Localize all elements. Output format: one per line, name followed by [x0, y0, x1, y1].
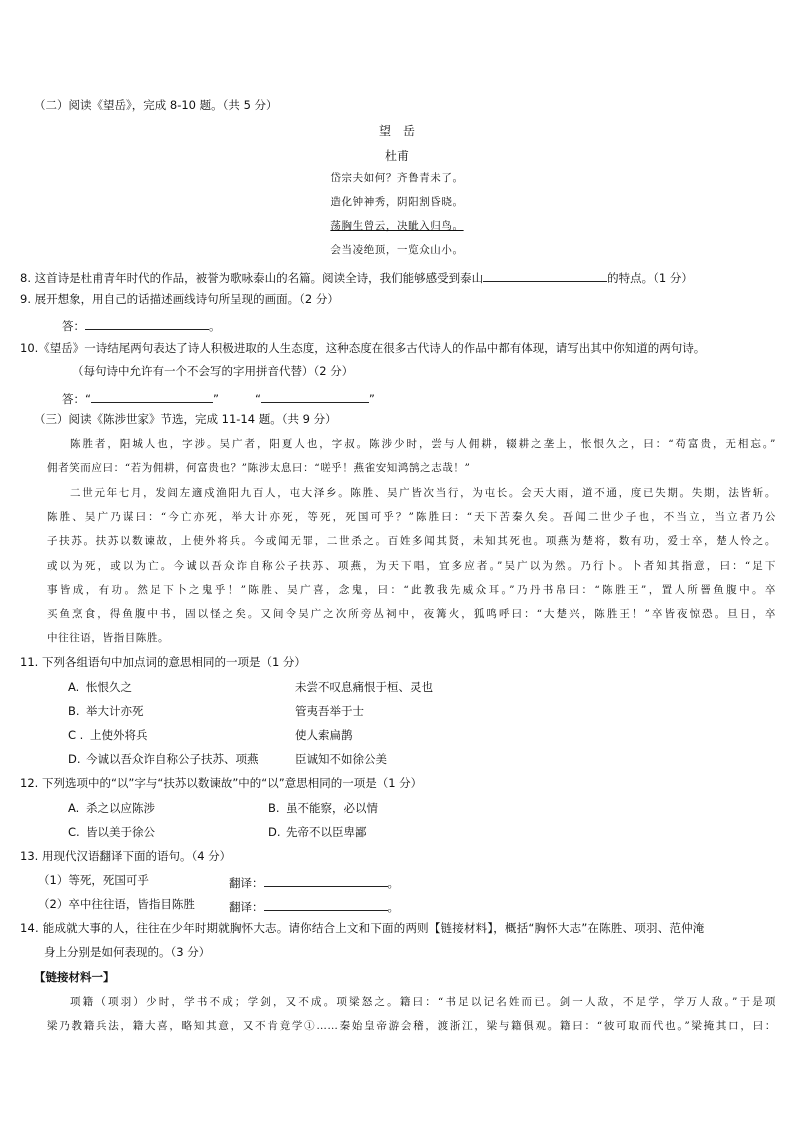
- q12-option-d-label: D.: [268, 825, 281, 839]
- passage-p2-line3: 子扶苏。扶苏以数谏故，上使外将兵。今或闻无罪，二世杀之。百姓多闻其贤，未知其死也。项燕为楚将，数有功，爱士卒，楚人怜之。: [47, 535, 776, 547]
- poem-line-1: 岱宗夫如何？齐鲁青未了。: [330, 172, 464, 184]
- q12-option-c-text: 皆以美于徐公: [86, 825, 155, 839]
- poem-line-3-underlined: 荡胸生曾云，决眦入归鸟。: [330, 220, 464, 232]
- question-12: 12. 下列选项中的“以”字与“扶苏以数谏故”中的“以”意思相同的一项是（1 分）: [20, 776, 423, 790]
- passage-p2-line1: 二世元年七月，发闾左適戍渔阳九百人，屯大泽乡。陈胜、吴广皆次当行，为屯长。会天大雨，道不通，度已失期。失期，法皆斩。: [70, 487, 776, 499]
- q11-option-b-left: 举大计亦死: [86, 704, 144, 718]
- section3-header: （三）阅读《陈涉世家》节选，完成 11-14 题。（共 9 分）: [34, 412, 337, 426]
- q13-item-1-label: （1）等死，死国可乎: [38, 873, 149, 887]
- link-material-1-line2: 梁乃教籍兵法，籍大喜，略知其意，又不肯竟学①……秦始皇帝游会稽，渡浙江，梁与籍俱观。籍曰：“彼可取而代也。”梁掩其口，曰：: [47, 1020, 776, 1032]
- q11-option-c-label: C .: [68, 728, 84, 742]
- q13-item-1-blank[interactable]: [264, 875, 388, 887]
- question-8: [20, 270, 693, 285]
- q12-option-a-text: 杀之以应陈涉: [86, 801, 155, 815]
- question-9-blank[interactable]: [85, 318, 209, 330]
- question-8-suffix: 的特点。（1 分）: [607, 271, 693, 285]
- q11-option-b-label: B.: [68, 704, 80, 718]
- translate-label: 翻译：: [229, 876, 264, 890]
- poem-line-2: 造化钟神秀，阴阳割昏晓。: [330, 196, 464, 208]
- poem-author: 杜甫: [384, 149, 409, 163]
- q13-item-2-blank[interactable]: [264, 899, 388, 911]
- poem-line-4: 会当凌绝顶，一览众山小。: [330, 244, 464, 256]
- q11-option-d-label: D.: [68, 752, 81, 766]
- q11-option-c-right: 使人索扁鹊: [295, 728, 353, 742]
- q11-option-a-right: 未尝不叹息痛恨于桓、灵也: [295, 680, 433, 694]
- question-14-line1: 14. 能成就大事的人，往往在少年时期就胸怀大志。请你结合上文和下面的两则【链接材料】，概括“胸怀大志”在陈胜、项羽、范仲淹: [20, 921, 705, 935]
- question-9-answer: [62, 318, 221, 333]
- passage-p2-line7: 中往往语，皆指目陈胜。: [47, 632, 170, 644]
- quote-open: “: [254, 392, 261, 406]
- section2-header: （二）阅读《望岳》，完成 8-10 题。（共 5 分）: [34, 98, 278, 112]
- question-14-line2: 身上分别是如何表现的。（3 分）: [44, 945, 211, 959]
- q12-option-b-label: B.: [268, 801, 280, 815]
- q12-option-c-label: C.: [68, 825, 80, 839]
- passage-p1-line1: 陈胜者，阳城人也，字涉。吴广者，阳夏人也，字叔。陈涉少时，尝与人佣耕，辍耕之垄上，怅恨久之，曰：“苟富贵，无相忘。”: [70, 438, 776, 450]
- answer-end: 。: [387, 876, 399, 890]
- question-10-blank-1[interactable]: [91, 391, 213, 403]
- quote-close: ”: [212, 392, 219, 406]
- question-13: 13. 用现代汉语翻译下面的语句。（4 分）: [20, 849, 232, 863]
- passage-p1-line2: 佣者笑而应曰：“若为佣耕，何富贵也？”陈涉太息曰：“嗟乎！燕雀安知鸿鹄之志哉！”: [47, 462, 471, 474]
- link-material-1-header: 【链接材料一】: [34, 970, 115, 984]
- answer-end: 。: [209, 319, 221, 333]
- poem-title: 望 岳: [378, 124, 415, 138]
- translate-label: 翻译：: [229, 900, 264, 914]
- question-8-blank[interactable]: [483, 270, 607, 282]
- link-material-1-line1: 项籍（项羽）少时，学书不成；学剑，又不成。项梁怒之。籍曰：“书足以记名姓而已。剑一人敌，不足学，学万人敌。”于是项: [70, 996, 776, 1008]
- q12-option-b-text: 虽不能察，必以情: [286, 801, 378, 815]
- passage-p2-line4: 或以为死，或以为亡。今诚以吾众诈自称公子扶苏、项燕，为天下唱，宜多应者。”吴广以为然。乃行卜。卜者知其指意，曰：“足下: [47, 560, 776, 572]
- passage-p2-line2: 陈胜、吴广乃谋曰：“今亡亦死，举大计亦死，等死，死国可乎？”陈胜曰：“天下苦秦久矣。吾闻二世少子也，不当立，当立者乃公: [47, 511, 776, 523]
- question-8-prefix: 8. 这首诗是杜甫青年时代的作品，被誉为歌咏泰山的名篇。阅读全诗，我们能够感受到泰山: [20, 271, 484, 285]
- q13-item-1-answer: [229, 875, 399, 890]
- q11-option-b-right: 管夷吾举于士: [295, 704, 364, 718]
- question-10: 10.《望岳》一诗结尾两句表达了诗人积极进取的人生态度，这种态度在很多古代诗人的作品中都有体现，请写出其中你知道的两句诗。: [20, 341, 706, 355]
- q13-item-2-answer: [229, 899, 399, 914]
- question-10-answer: [62, 391, 375, 406]
- answer-label: 答：: [62, 319, 85, 333]
- q13-item-2-label: （2）卒中往往语，皆指目陈胜: [38, 897, 195, 911]
- question-11: 11. 下列各组语句中加点词的意思相同的一项是（1 分）: [20, 655, 306, 669]
- q11-option-a-left: 怅恨久之: [86, 680, 132, 694]
- q11-option-c-left: 上使外将兵: [90, 728, 148, 742]
- quote-close: ”: [368, 392, 375, 406]
- question-10-note: （每句诗中允许有一个不会写的字用拼音代替）（2 分）: [72, 364, 354, 378]
- passage-p2-line5: 事皆成，有功。然足下卜之鬼乎！”陈胜、吴广喜，念鬼，曰：“此教我先威众耳。”乃丹书帛曰：“陈胜王”，置人所罾鱼腹中。卒: [47, 584, 776, 596]
- q11-option-a-label: A.: [68, 680, 80, 694]
- answer-label: 答：“: [62, 392, 91, 406]
- question-10-blank-2[interactable]: [261, 391, 369, 403]
- passage-p2-line6: 买鱼烹食，得鱼腹中书，固以怪之矣。又间令吴广之次所旁丛祠中，夜篝火，狐鸣呼曰：“大楚兴，陈胜王！”卒皆夜惊恐。旦日，卒: [47, 608, 776, 620]
- q11-option-d-left: 今诚以吾众诈自称公子扶苏、项燕: [86, 752, 259, 766]
- q12-option-a-label: A.: [68, 801, 80, 815]
- q12-option-d-text: 先帝不以臣卑鄙: [286, 825, 367, 839]
- q11-option-d-right: 臣诚知不如徐公美: [295, 752, 387, 766]
- answer-end: 。: [387, 900, 399, 914]
- question-9: 9. 展开想象，用自己的话描述画线诗句所呈现的画面。（2 分）: [20, 292, 339, 306]
